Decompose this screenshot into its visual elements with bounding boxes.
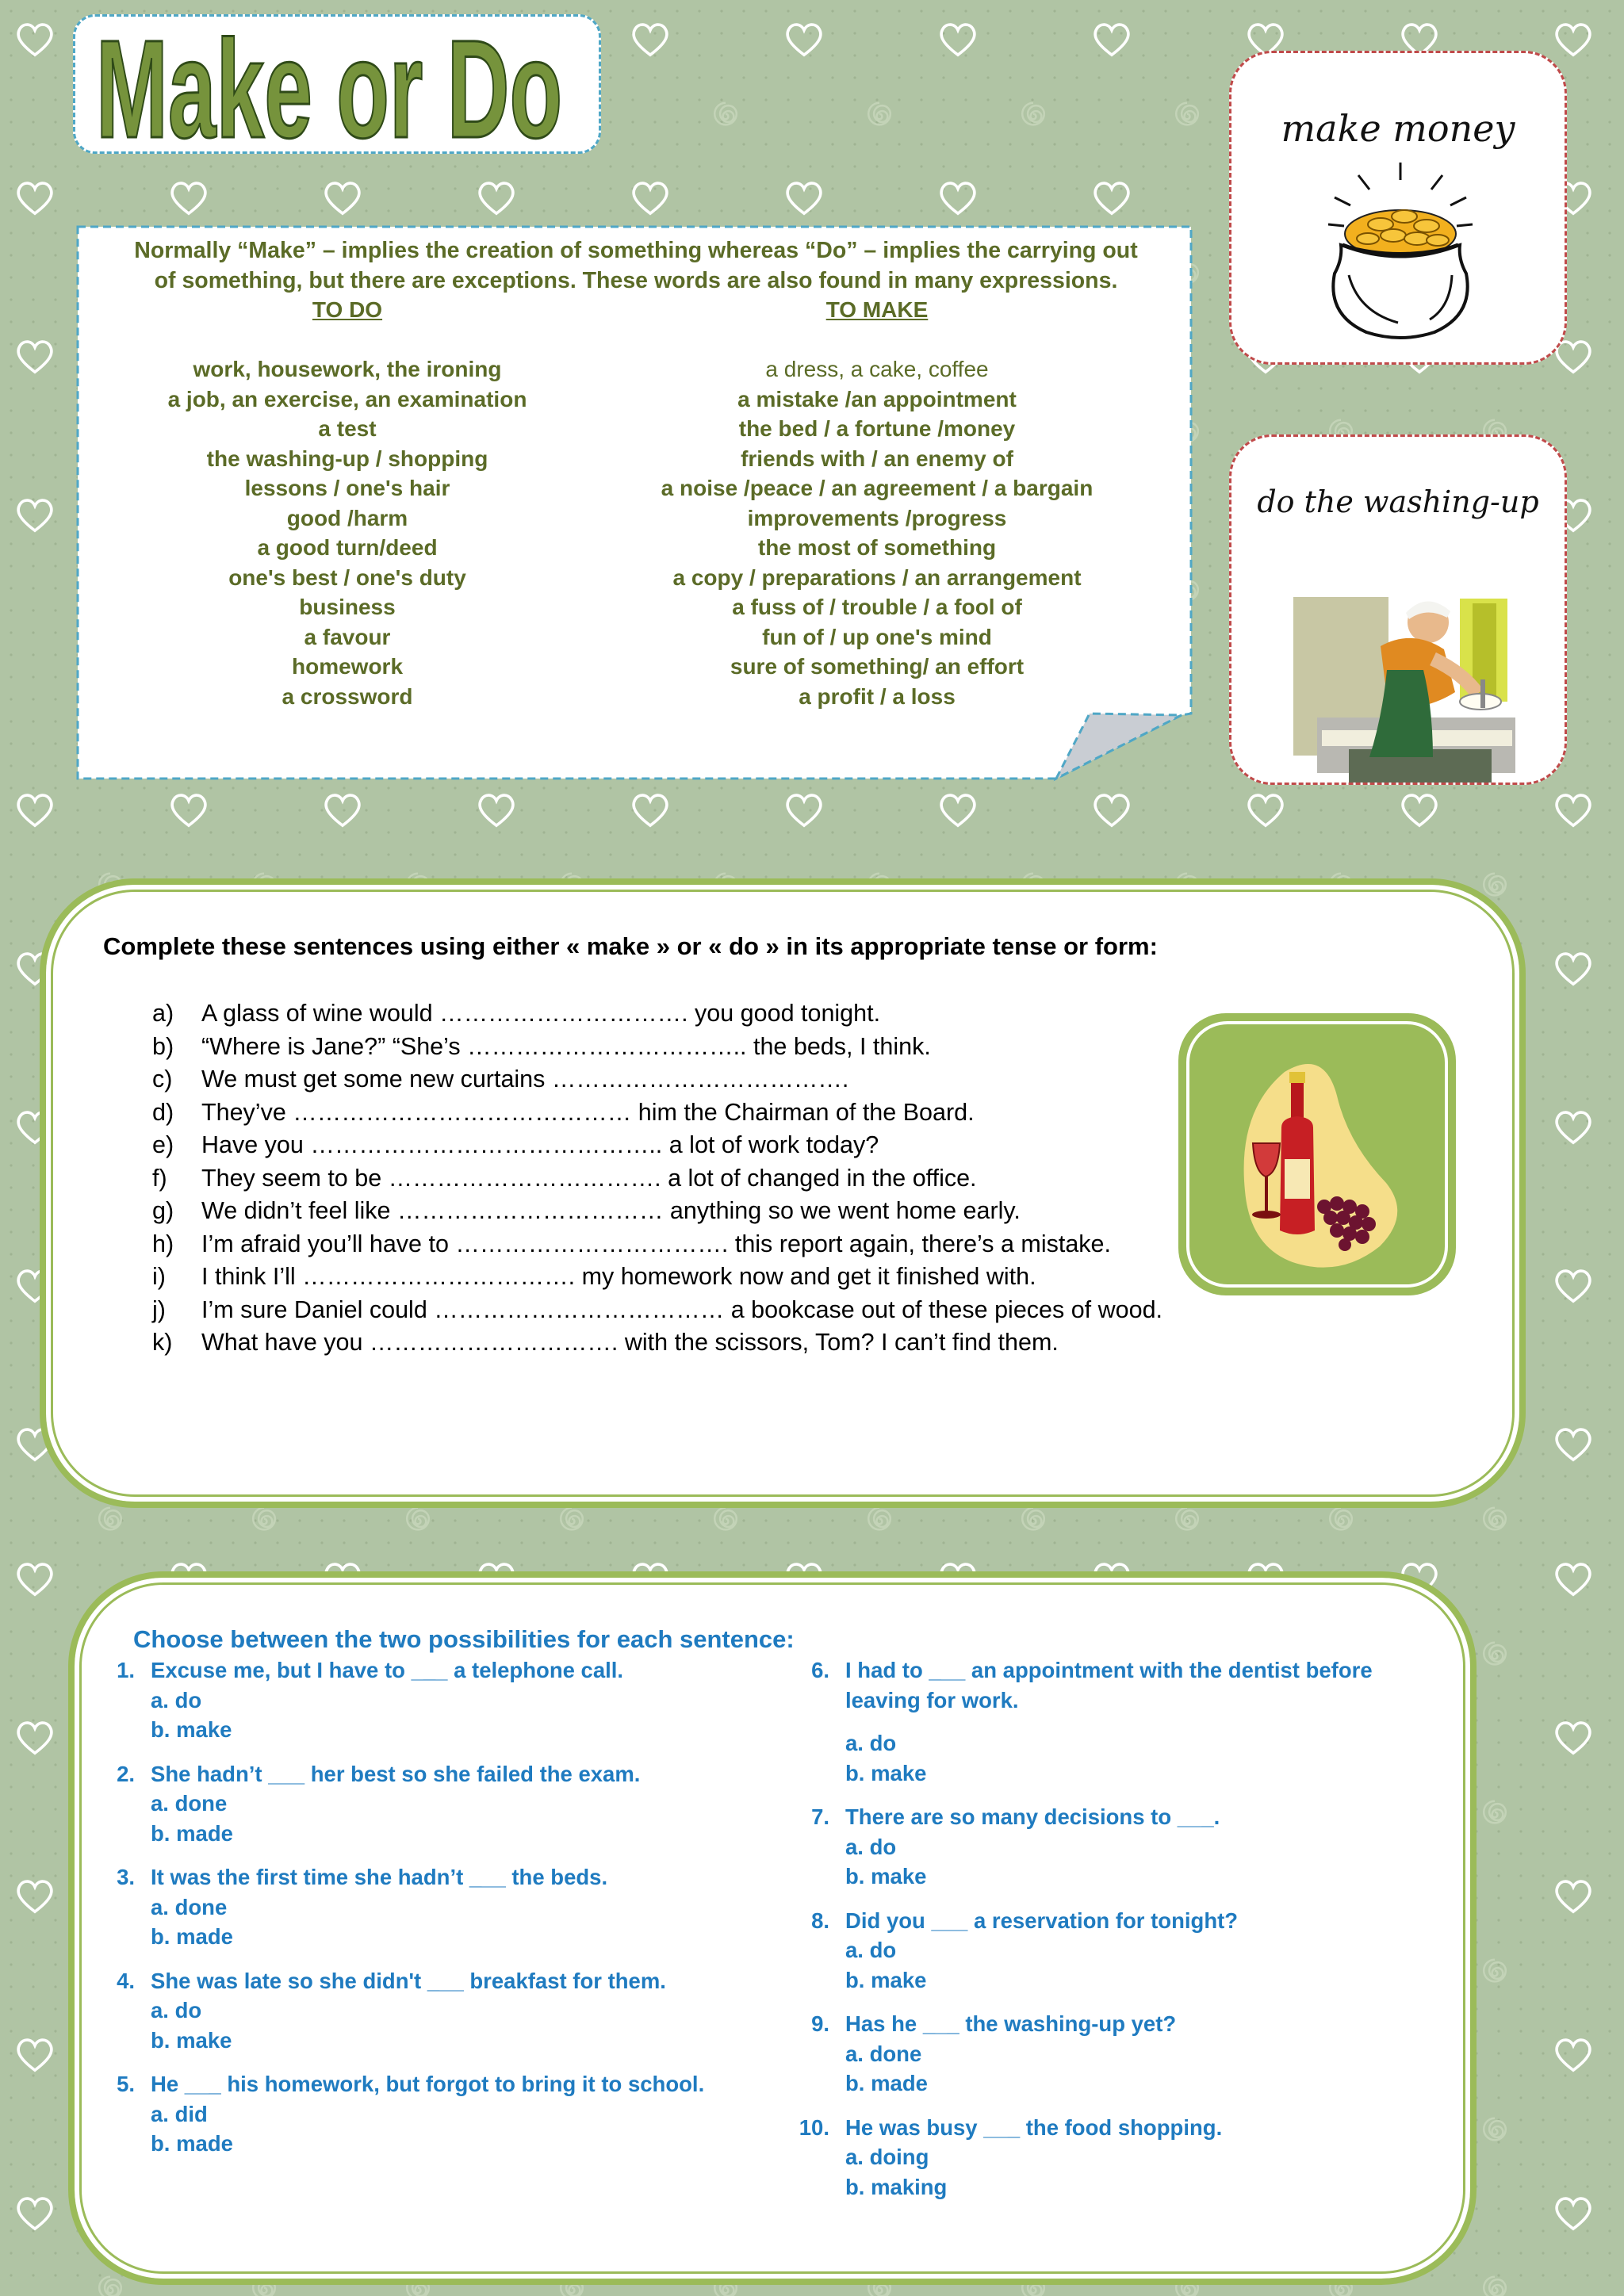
to-make-item: a mistake /an appointment xyxy=(737,386,1017,411)
to-make-item: sure of something/ an effort xyxy=(730,654,1025,679)
exercise-2-panel xyxy=(68,1571,1477,2285)
question-item xyxy=(788,1655,1438,1788)
sentence-text: I’m sure Daniel could ……………………………… a bookcase out of these pieces of wood. xyxy=(201,1295,1163,1323)
sentence-letter: d) xyxy=(152,1098,174,1126)
question-text: I had to ___ an appointment with the dentist before leaving for work. xyxy=(845,1658,1373,1712)
option-b[interactable]: b. make xyxy=(845,1760,927,1785)
question-number: 5. xyxy=(117,2072,135,2096)
question-item xyxy=(788,2009,1438,2099)
option-b[interactable]: b. made xyxy=(151,2131,233,2156)
sentence-letter: h) xyxy=(152,1230,174,1257)
option-a[interactable]: a. do xyxy=(845,1731,897,1755)
sentence-text: “Where is Jane?” “She’s …………………………….. the beds, I think. xyxy=(201,1032,931,1060)
question-item xyxy=(94,1862,744,1952)
questions-left-column xyxy=(94,1655,744,2173)
to-do-item: a job, an exercise, an examination xyxy=(167,386,527,411)
sentence-letter: f) xyxy=(152,1164,167,1192)
sentence-letter: a) xyxy=(152,1000,174,1027)
sentence-letter: g) xyxy=(152,1197,174,1224)
intro-text: Normally “Make” – implies the creation of something whereas “Do” – implies the carrying out of something, but there are exceptions. These words are also found in many expressions. xyxy=(134,238,1138,293)
option-b[interactable]: b. make xyxy=(151,1717,232,1742)
to-do-item: the washing-up / shopping xyxy=(206,446,488,471)
sentence-row xyxy=(152,1129,1183,1162)
question-number: 3. xyxy=(117,1865,135,1889)
sentence-letter: b) xyxy=(152,1032,174,1060)
to-do-item: a favour xyxy=(304,624,391,649)
option-b[interactable]: b. making xyxy=(845,2174,948,2199)
question-number: 7. xyxy=(811,1804,829,1829)
to-do-item: a test xyxy=(318,416,377,441)
to-do-item: a good turn/deed xyxy=(257,535,438,560)
question-text: He was busy ___ the food shopping. xyxy=(845,2114,1223,2140)
question-item xyxy=(788,2113,1438,2202)
question-number: 4. xyxy=(117,1968,135,1993)
question-item xyxy=(788,1802,1438,1892)
option-b[interactable]: b. make xyxy=(151,2027,232,2053)
sentence-text: What have you …………………………. with the scissors, Tom? I can’t find them. xyxy=(201,1329,1059,1356)
to-do-item: a crossword xyxy=(282,683,413,709)
questions-right-column xyxy=(788,1655,1438,2216)
sentence-row xyxy=(152,1228,1183,1261)
question-item xyxy=(94,2069,744,2159)
money-pot-icon xyxy=(1311,156,1490,346)
to-make-header: TO MAKE xyxy=(825,297,929,322)
question-item xyxy=(94,1759,744,1849)
to-make-item: a noise /peace / an agreement / a bargain xyxy=(661,476,1094,500)
question-item xyxy=(94,1966,744,2056)
washing-up-card xyxy=(1229,434,1567,785)
option-b[interactable]: b. make xyxy=(845,1864,927,1888)
option-a[interactable]: a. do xyxy=(151,1687,202,1712)
option-a[interactable]: a. do xyxy=(151,1998,202,2022)
question-item xyxy=(94,1655,744,1745)
sentence-text: They’ve …………………………………… him the Chairman of the Board. xyxy=(201,1098,975,1126)
option-a[interactable]: a. done xyxy=(151,1894,228,1919)
to-make-column xyxy=(639,295,1115,711)
question-text: It was the first time she hadn’t ___ the beds. xyxy=(151,1865,608,1889)
sentence-row xyxy=(152,1096,1183,1130)
washing-up-man-icon xyxy=(1293,591,1523,785)
to-make-item: a profit / a loss xyxy=(799,683,956,709)
sentence-row xyxy=(152,997,1183,1031)
sentence-text: I’m afraid you’ll have to ……………………………. this report again, there’s a mistake. xyxy=(201,1230,1111,1257)
question-number: 1. xyxy=(117,1658,135,1682)
option-a[interactable]: a. do xyxy=(845,1938,897,1962)
option-a[interactable]: a. did xyxy=(151,2101,208,2126)
to-do-item: work, housework, the ironing xyxy=(193,357,502,381)
sentence-row xyxy=(152,1326,1183,1360)
wine-picture-frame xyxy=(1178,1013,1456,1295)
option-a[interactable]: a. doing xyxy=(845,2145,929,2169)
to-do-column xyxy=(109,295,585,711)
to-make-item: improvements /progress xyxy=(747,505,1007,530)
sentence-row xyxy=(152,1063,1183,1096)
question-text: There are so many decisions to ___. xyxy=(845,1804,1220,1829)
sentence-text: We didn’t feel like …………………………… anything so we went home early. xyxy=(201,1197,1021,1224)
exercise-1-panel xyxy=(40,878,1526,1508)
wine-bottle-icon xyxy=(1189,1024,1445,1284)
sentence-row xyxy=(152,1294,1183,1327)
option-a[interactable]: a. do xyxy=(845,1834,897,1859)
option-b[interactable]: b. made xyxy=(845,2071,928,2095)
sentence-row xyxy=(152,1031,1183,1064)
option-b[interactable]: b. made xyxy=(151,1820,233,1846)
sentence-letter: j) xyxy=(152,1295,166,1323)
make-money-card xyxy=(1229,51,1567,365)
question-item xyxy=(788,1906,1438,1996)
to-do-header: TO DO xyxy=(312,297,383,322)
question-text: She was late so she didn't ___ breakfast for them. xyxy=(151,1968,666,1993)
to-do-item: one's best / one's duty xyxy=(228,564,466,590)
to-do-item: business xyxy=(299,595,396,619)
sentence-row xyxy=(152,1261,1183,1294)
question-text: Excuse me, but I have to ___ a telephone call. xyxy=(151,1658,624,1682)
to-do-item: lessons / one's hair xyxy=(244,476,450,500)
sentence-row xyxy=(152,1162,1183,1196)
sentence-letter: e) xyxy=(152,1131,174,1158)
question-text: Did you ___ a reservation for tonight? xyxy=(845,1908,1239,1933)
to-make-item: friends with / an enemy of xyxy=(741,446,1013,471)
expressions-box xyxy=(73,222,1196,785)
sentence-letter: k) xyxy=(152,1329,173,1356)
question-number: 10. xyxy=(799,2114,829,2140)
sentence-letter: i) xyxy=(152,1263,166,1290)
to-make-item: a fuss of / trouble / a fool of xyxy=(732,595,1022,619)
sentence-text: Have you …………………………………….. a lot of work today? xyxy=(201,1131,879,1158)
sentence-row xyxy=(152,1195,1183,1228)
to-make-item: the most of something xyxy=(757,535,997,560)
question-text: He ___ his homework, but forgot to bring it to school. xyxy=(151,2072,705,2096)
page-title: Make or Do xyxy=(96,14,563,154)
title-banner xyxy=(73,14,601,154)
make-money-label: make money xyxy=(1281,107,1515,150)
to-make-item: a dress, a cake, coffee xyxy=(765,357,989,381)
exercise-1-sentences xyxy=(152,997,1183,1360)
option-b[interactable]: b. make xyxy=(845,1967,927,1992)
washing-up-label: do the washing-up xyxy=(1257,484,1539,519)
to-make-item: fun of / up one's mind xyxy=(762,624,992,649)
sentence-text: They seem to be ……………………………. a lot of changed in the office. xyxy=(201,1164,977,1192)
to-do-item: homework xyxy=(291,654,404,679)
option-a[interactable]: a. done xyxy=(151,1791,228,1816)
option-a[interactable]: a. done xyxy=(845,2041,922,2066)
question-number: 6. xyxy=(811,1658,829,1682)
exercise-2-instruction: Choose between the two possibilities for each sentence: xyxy=(133,1625,795,1653)
sentence-text: I think I’ll ……………………………. my homework now and get it finished with. xyxy=(201,1263,1036,1290)
question-number: 2. xyxy=(117,1761,135,1786)
sentence-text: We must get some new curtains ………………………………. xyxy=(201,1066,849,1093)
option-b[interactable]: b. made xyxy=(151,1924,233,1949)
sentence-text: A glass of wine would …………………………. you good tonight. xyxy=(201,1000,881,1027)
to-make-item: the bed / a fortune /money xyxy=(738,416,1016,441)
to-make-item: a copy / preparations / an arrangement xyxy=(672,564,1082,590)
question-number: 9. xyxy=(811,2011,829,2036)
question-number: 8. xyxy=(811,1908,829,1933)
sentence-letter: c) xyxy=(152,1066,173,1093)
question-text: Has he ___ the washing-up yet? xyxy=(845,2011,1177,2036)
question-text: She hadn’t ___ her best so she failed the exam. xyxy=(151,1761,641,1786)
exercise-1-instruction: Complete these sentences using either « make » or « do » in its appropriate tense or form: xyxy=(103,932,1158,960)
to-do-item: good /harm xyxy=(286,505,408,530)
